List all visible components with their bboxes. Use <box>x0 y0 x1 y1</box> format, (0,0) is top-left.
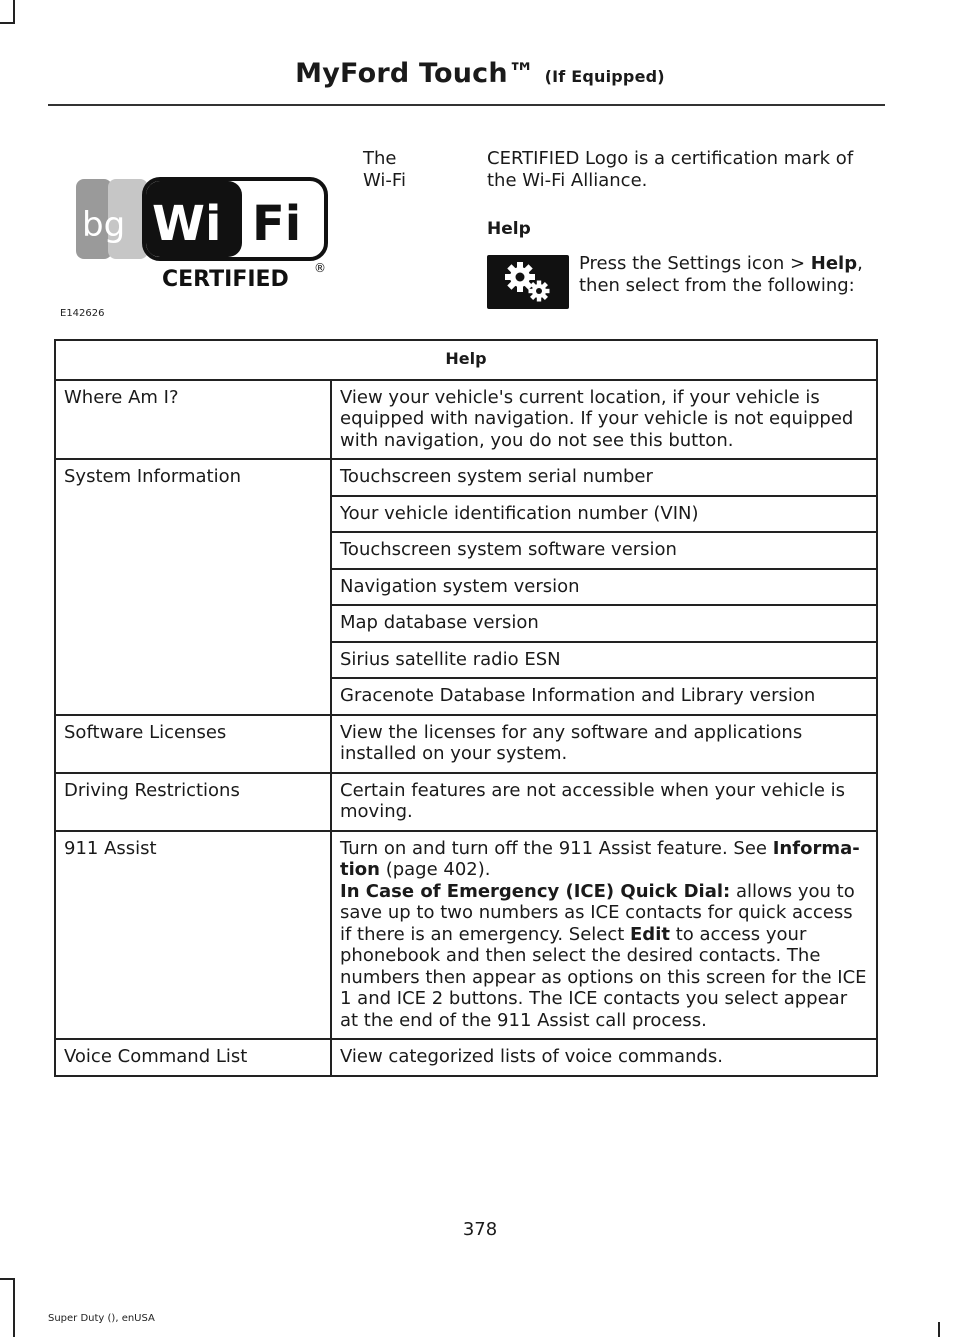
table-row <box>55 773 877 831</box>
table-row <box>55 1039 877 1076</box>
row-desc: Touchscreen system serial number <box>331 459 877 496</box>
ice-desc: allows you to save up to two numbers as ICE contacts for quick access if there is an emergency. Select <box>340 880 855 945</box>
edit-label: Edit <box>630 923 670 945</box>
logo-bg-text: bg <box>82 205 126 245</box>
row-label: Where Am I? <box>55 380 331 460</box>
row-desc: Touchscreen system software version <box>331 532 877 569</box>
press-instruction <box>579 253 879 297</box>
row-desc <box>331 831 877 1040</box>
row-label: Software Licenses <box>55 715 331 773</box>
row-desc: Navigation system version <box>331 569 877 606</box>
logo-certified-text: CERTIFIED <box>162 267 289 292</box>
row-desc: View categorized lists of voice commands. <box>331 1039 877 1076</box>
logo-registered-mark: ® <box>314 261 326 275</box>
crop-mark <box>0 1278 15 1280</box>
settings-gears-icon <box>487 255 569 309</box>
figure-id: E142626 <box>60 308 105 319</box>
assist-page-ref: (page 402). <box>379 859 491 880</box>
row-label: System Information <box>55 459 331 715</box>
press-prefix: Press the Settings icon > <box>579 253 811 274</box>
intro-text: CERTIFIED Logo is a certification mark of the Wi-Fi Alliance. <box>487 148 854 191</box>
ice-desc-rest: to access your phonebook and then select the desired contacts. The numbers then appear as options on this screen for the ICE 1 and ICE 2 buttons. The ICE contacts you select appear at the end of the 911 Assist call process. <box>340 923 867 1031</box>
gear-icon <box>487 255 569 309</box>
row-desc: Gracenote Database Information and Library version <box>331 678 877 715</box>
help-heading: Help <box>487 219 531 239</box>
crop-mark <box>938 1322 940 1337</box>
row-label: Voice Command List <box>55 1039 331 1076</box>
page-title <box>0 58 960 89</box>
table-row <box>55 459 877 496</box>
header-divider <box>48 104 885 106</box>
row-desc: View the licenses for any software and applications installed on your system. <box>331 715 877 773</box>
footer-text: Super Duty (), enUSA <box>48 1313 155 1324</box>
row-label: 911 Assist <box>55 831 331 1040</box>
crop-mark <box>13 1278 15 1337</box>
row-label: Driving Restrictions <box>55 773 331 831</box>
wifi-certified-logo <box>66 174 336 294</box>
table-header: Help <box>55 340 877 380</box>
press-suffix: , then select from the following: <box>579 253 863 296</box>
row-desc: View your vehicle's current location, if your vehicle is equipped with navigation. If your vehicle is not equipped with navigation, you do not see this button. <box>331 380 877 460</box>
table-row <box>55 380 877 460</box>
press-help-bold: Help <box>810 253 858 274</box>
page-number: 378 <box>462 1219 498 1240</box>
table-row <box>55 715 877 773</box>
table-row <box>55 831 877 1040</box>
row-desc: Sirius satellite radio ESN <box>331 642 877 679</box>
row-desc: Your vehicle identification number (VIN) <box>331 496 877 533</box>
row-desc: Map database version <box>331 605 877 642</box>
crop-mark <box>0 22 15 24</box>
crop-mark <box>13 0 15 22</box>
logo-fi-text: Fi <box>252 196 302 252</box>
page-title-suffix: (If Equipped) <box>544 67 665 86</box>
assist-desc-a: Turn on and turn off the 911 Assist feature. See <box>340 837 773 859</box>
logo-wi-text: Wi <box>152 196 222 252</box>
page-title-main: MyFord Touch™ <box>295 58 536 89</box>
help-table <box>54 339 878 1077</box>
ice-quick-dial-label: In Case of Emergency (ICE) Quick Dial: <box>340 880 731 902</box>
information-link[interactable]: Informa-tion <box>340 837 860 880</box>
row-desc: Certain features are not accessible when your vehicle is moving. <box>331 773 877 831</box>
intro-wifi-label: The Wi-Fi <box>363 148 406 191</box>
